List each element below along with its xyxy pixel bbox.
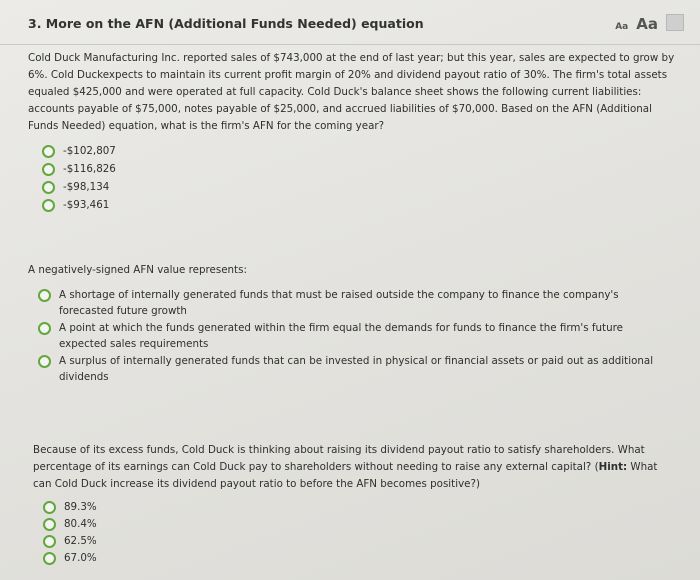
answer-option[interactable] [42, 197, 678, 213]
radio-button[interactable] [43, 518, 56, 531]
radio-button[interactable] [43, 535, 56, 548]
answer-option-label: A surplus of internally generated funds that can be invested in physical or financial assets or paid out as additional dividends [59, 355, 654, 383]
answer-option-label: 67.0% [64, 552, 97, 564]
answer-option-label: A shortage of internally generated funds that must be raised outside the company to finance the company's forecasted future growth [59, 289, 619, 317]
answer-option[interactable] [38, 287, 668, 319]
answer-option-label: -$102,807 [63, 145, 116, 157]
radio-button[interactable] [42, 145, 55, 158]
answer-option[interactable] [43, 533, 673, 549]
question-dividend-payout [33, 442, 673, 567]
radio-button[interactable] [42, 199, 55, 212]
question-header [0, 0, 700, 45]
answer-option-label: -$116,826 [63, 163, 116, 175]
answer-option[interactable] [43, 516, 673, 532]
radio-button[interactable] [43, 501, 56, 514]
radio-button[interactable] [38, 355, 51, 368]
question-negative-afn [28, 262, 678, 386]
increase-font-button[interactable]: Aa [636, 15, 658, 33]
radio-button[interactable] [38, 322, 51, 335]
answer-option[interactable] [43, 499, 673, 515]
question-afn-calculation [28, 50, 678, 215]
note-icon[interactable] [666, 14, 684, 31]
answer-options [38, 287, 668, 385]
question-text [33, 442, 673, 493]
radio-button[interactable] [38, 289, 51, 302]
answer-option-label: 62.5% [64, 535, 97, 547]
answer-option[interactable] [38, 353, 668, 385]
answer-option-label: -$98,134 [63, 181, 110, 193]
answer-option[interactable] [42, 143, 678, 159]
answer-option[interactable] [42, 161, 678, 177]
hint-text: What can Cold Duck increase its dividend payout ratio to before the AFN becomes positive?) [33, 461, 658, 490]
question-text: Cold Duck Manufacturing Inc. reported sales of $743,000 at the end of last year; but this year, sales are expected to grow by 6%. Cold Duckexpects to maintain its current profit margin of 20% and dividend payout ratio of 30%. The firm's total assets equaled $425,000 and were operated at full capacity. Cold Duck's balance sheet shows the following current liabilities: accounts payable of $75,000, notes payable of $25,000, and accrued liabilities of $70,000. Based on the AFN (Additional Funds Needed) equation, what is the firm's AFN for the coming year? [28, 52, 675, 132]
answer-option[interactable] [43, 550, 673, 566]
radio-button[interactable] [42, 163, 55, 176]
answer-option-label: 80.4% [64, 518, 97, 530]
answer-option[interactable] [38, 320, 668, 352]
question-body: Because of its excess funds, Cold Duck is thinking about raising its dividend payout ratio to satisfy shareholders. What percentage of its earnings can Cold Duck pay to shareholders without needing to raise any external capital? [33, 444, 645, 473]
answer-option[interactable] [42, 179, 678, 195]
answer-options [42, 143, 678, 213]
answer-option-label: -$93,461 [63, 199, 110, 211]
answer-options [43, 499, 673, 566]
radio-button[interactable] [43, 552, 56, 565]
font-size-controls [615, 12, 684, 33]
question-title: 3. More on the AFN (Additional Funds Needed) equation [28, 16, 424, 31]
hint-open: ( [594, 461, 599, 473]
answer-option-label: 89.3% [64, 501, 97, 513]
question-text: A negatively-signed AFN value represents: [28, 264, 247, 276]
hint-label: Hint: [598, 461, 628, 473]
decrease-font-button[interactable]: Aa [615, 22, 629, 32]
answer-option-label: A point at which the funds generated within the firm equal the demands for funds to finance the firm's future expected sales requirements [59, 322, 623, 350]
radio-button[interactable] [42, 181, 55, 194]
